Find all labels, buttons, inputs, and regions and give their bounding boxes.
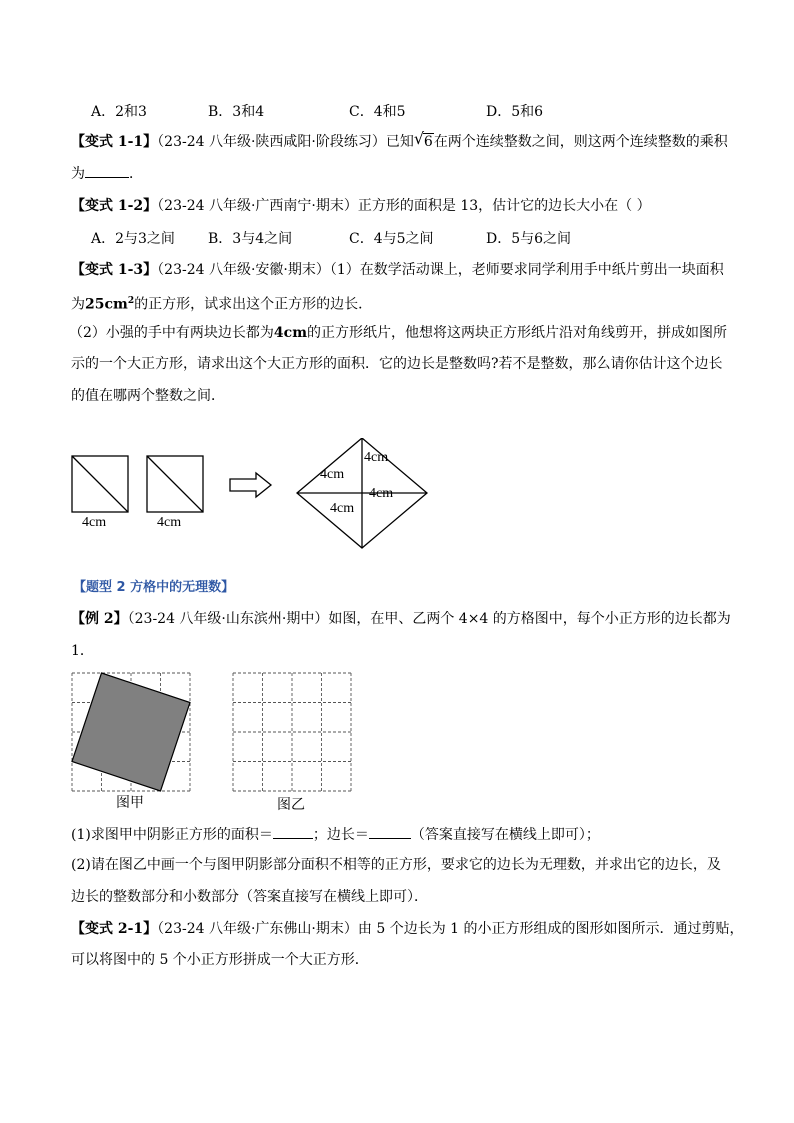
option-b: B．3与4之间 [208, 231, 293, 247]
variant-1-3-line1 [71, 260, 724, 280]
option-a: A．2和3 [91, 104, 147, 120]
diagonal-left [72, 456, 128, 512]
area-value: 25cm [85, 296, 128, 313]
grid-jia-label: 图甲 [116, 795, 144, 811]
question-text: 为 [71, 166, 85, 182]
question-text: 正方形的面积是 13，估计它的边长大小在（ ） [357, 198, 651, 214]
variant-1-2-line1 [71, 196, 651, 216]
section-heading: 【题型 2 方格中的无理数】 [73, 580, 235, 595]
option-d: D．5与6之间 [486, 231, 572, 247]
shaded-square [72, 673, 190, 791]
variant-source: （23-24 八年级·广东佛山·期末） [157, 921, 358, 937]
arrow-icon [230, 473, 271, 497]
option-c: C．4和5 [349, 104, 406, 120]
sqrt-expression: √ 6 [413, 129, 433, 150]
variant-1-3-line2 [71, 291, 372, 315]
question-text: （1）在数学活动课上，老师要求同学利用手中纸片剪出一块面积 [329, 262, 724, 278]
variant-2-1-line2: 可以将图中的 5 个小正方形拼成一个大正方形． [71, 952, 369, 968]
question-text: （答案直接写在横线上即可）； [410, 827, 600, 843]
grid-yi-label: 图乙 [277, 797, 305, 813]
question-text: 的正方形纸片，他想将这两块正方形纸片沿对角线剪开，拼成如图所 [307, 325, 728, 341]
variant-tag: 【变式 1-3】 [71, 262, 158, 278]
square-label-left: 4cm [82, 515, 107, 530]
variant-source: （23-24 八年级·安徽·期末） [157, 262, 330, 278]
answer-blank-area [273, 824, 313, 839]
question-text: 为 [71, 296, 85, 313]
variant-source: （23-24 八年级·广西南宁·期末） [157, 198, 358, 214]
question-text: （2）小强的手中有两块边长都为 [69, 325, 274, 341]
question-text: ． [129, 166, 143, 182]
question-text: 如图，在甲、乙两个 4×4 的方格图中，每个小正方形的边长都为 [328, 611, 731, 627]
example-2-q2-line2: 边长的整数部分和小数部分（答案直接写在横线上即可）． [71, 889, 428, 905]
grid-yi [233, 673, 351, 791]
length-value: 4cm [273, 325, 308, 341]
variant-1-3-line3 [69, 323, 727, 343]
radicand: 6 [423, 134, 433, 150]
question-text: 的正方形，试求出这个正方形的边长． [134, 296, 373, 313]
diagonal-right [147, 456, 203, 512]
example-2-q2-line1: (2)请在图乙中画一个与图甲阴影部分面积不相等的正方形，要求它的边长为无理数，并求出它的边长，及 [71, 857, 721, 873]
answer-blank [85, 163, 129, 178]
example-source: （23-24 八年级·山东滨州·期中） [127, 611, 329, 627]
variant-1-1-line2 [71, 163, 143, 184]
option-a: A．2与3之间 [91, 231, 175, 247]
question-text: 由 5 个边长为 1 的小正方形组成的图形如图所示．通过剪贴， [357, 921, 744, 937]
question-text: 在两个连续整数之间，则这两个连续整数的乘积 [433, 134, 728, 150]
variant-2-1-line1 [71, 919, 744, 939]
diamond-label: 4cm [364, 450, 389, 465]
option-c: C．4与5之间 [349, 231, 434, 247]
diamond-label: 4cm [320, 467, 345, 482]
question-text: (1)求图甲中阴影正方形的面积＝ [71, 827, 273, 843]
example-2-line2: 1． [71, 643, 94, 659]
variant-tag: 【变式 1-1】 [71, 134, 158, 150]
diamond-label: 4cm [369, 486, 394, 501]
variant-tag: 【变式 1-2】 [71, 198, 158, 214]
option-b: B．3和4 [208, 104, 265, 120]
area-exponent: 2 [127, 296, 135, 306]
diamond-label: 4cm [330, 501, 355, 516]
figure-grids [66, 668, 361, 794]
option-d: D．5和6 [486, 104, 544, 120]
example-2-q1 [71, 824, 600, 845]
variant-tag: 【变式 2-1】 [71, 921, 158, 937]
square-label-right: 4cm [157, 515, 182, 530]
question-text: ；边长＝ [312, 827, 369, 843]
example-tag: 【例 2】 [71, 611, 128, 627]
variant-1-1-line1 [71, 129, 728, 152]
variant-1-3-line4: 示的一个大正方形，请求出这个大正方形的面积．它的边长是整数吗?若不是整数，那么请你估计这个边长 [71, 356, 723, 372]
variant-1-3-line5: 的值在哪两个整数之间． [71, 388, 225, 404]
answer-blank-side [369, 824, 411, 839]
question-text: 已知 [385, 134, 414, 150]
variant-source: （23-24 八年级·陕西咸阳·阶段练习） [157, 134, 386, 150]
example-2-line1 [71, 609, 731, 629]
